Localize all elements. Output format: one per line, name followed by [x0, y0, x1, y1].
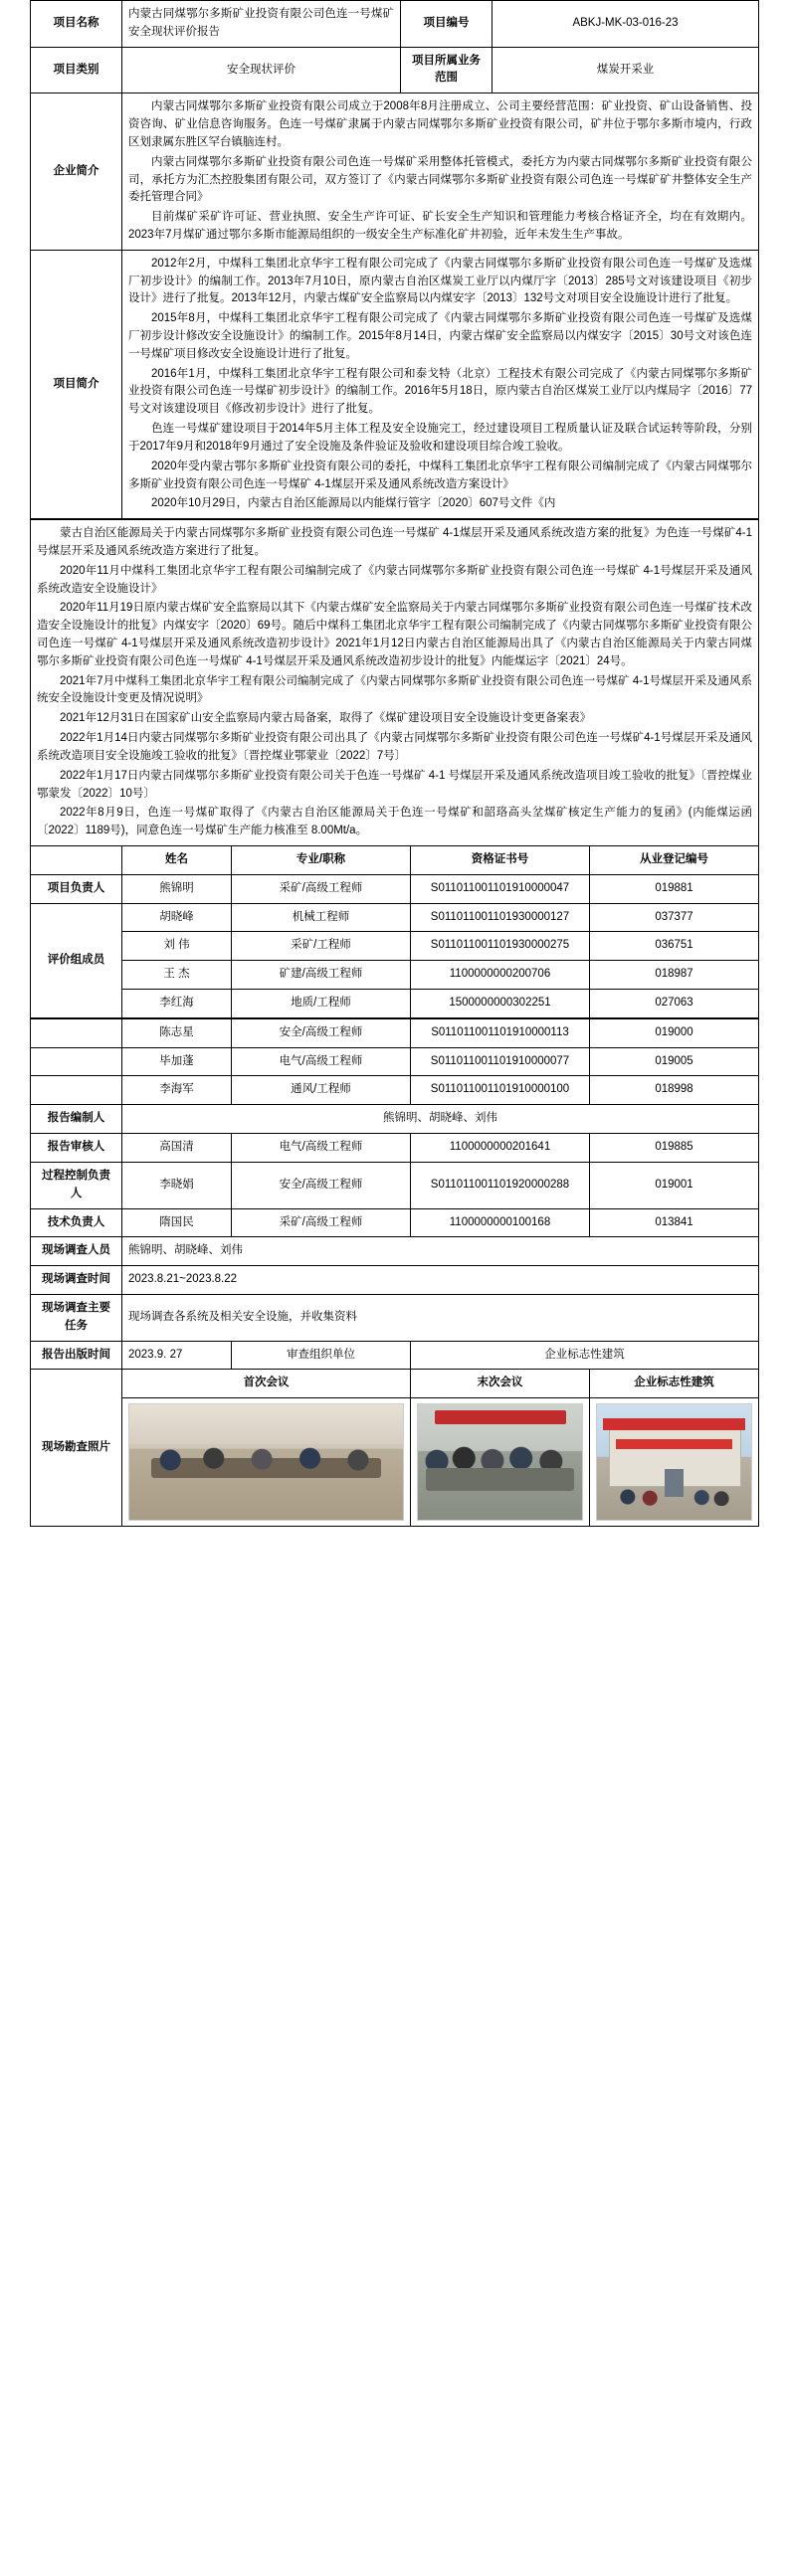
member-name: 李红海 [122, 990, 232, 1018]
photo-cell-final-meeting [411, 1398, 590, 1527]
member-major: 矿建/高级工程师 [232, 961, 411, 990]
survey-tasks-value: 现场调查各系统及相关安全设施，并收集资料 [122, 1294, 759, 1341]
header-registration: 从业登记编号 [590, 845, 759, 874]
row-value-project-category: 安全现状评价 [122, 47, 401, 93]
member-name: 高国清 [122, 1134, 232, 1163]
personnel-and-survey-table [30, 1018, 759, 1527]
paragraph: 2022年1月17日内蒙古同煤鄂尔多斯矿业投资有限公司关于色连一号煤矿 4-1 号煤层开采及通风系统改造项目竣工验收的批复》〔晋控煤业鄂蒙发〔2022〕10号〕 [37, 769, 752, 800]
paragraph: 2020年11月19日原内蒙古煤矿安全监察局以其下《内蒙古煤矿安全监察局关于内蒙古同煤鄂尔多斯矿业投资有限公司色连一号煤矿技术改造安全设施设计的批复》内煤安字〔2020〕69号。随后中煤科工集团北京华宇工程有限公司编制完成了《内蒙古同煤鄂尔多斯矿业投资有限公司色连一号煤矿 4-1号煤层开采及通风系统改造初步设计》2021年1月12日内蒙古自治区能源局出具了《内蒙古自治区能源局关于内蒙古同煤鄂尔多斯矿业投资有限公司色连一号煤矿 4-1号煤层开采及通风系统改造初步设计的批复》内能煤运字〔2021〕24号。 [37, 602, 752, 667]
member-name: 陈志星 [122, 1018, 232, 1047]
member-name: 王 杰 [122, 961, 232, 990]
paragraph: 2021年12月31日在国家矿山安全监察局内蒙古局备案，取得了《煤矿建设项目安全设施设计变更备案表》 [60, 712, 592, 725]
member-registration: 019881 [590, 874, 759, 903]
company-profile-text [122, 93, 759, 251]
table-row [31, 874, 759, 903]
paragraph: 色连一号煤矿建设项目于2014年5月主体工程及安全设施完工，经过建设项目工程质量认证及联合试运转等阶段，分别于2017年9月和2018年9月通过了安全设施及条件验证及验收和建设项目综合竣工验收。 [128, 423, 752, 453]
table-row-continued-text [31, 520, 759, 846]
table-row [31, 1237, 759, 1266]
paragraph: 2015年8月，中煤科工集团北京华宇工程有限公司完成了《内蒙古同煤鄂尔多斯矿业投资有限公司色连一号煤矿及选煤厂初步设计修改安全设施设计》的编制工作。2015年8月14日，内蒙古煤矿安全监察局以内煤安字〔2015〕30号文对该色连一号煤矿项目修改安全设施设计进行了批复。 [128, 312, 752, 360]
member-certificate: S011011001101910000047 [411, 874, 590, 903]
member-major: 电气/高级工程师 [232, 1134, 411, 1163]
row-label-blank [31, 1047, 122, 1076]
paragraph: 2021年7月中煤科工集团北京华宇工程有限公司编制完成了《内蒙古同煤鄂尔多斯矿业投资有限公司色连一号煤矿 4-1号煤层开采及通风系统安全设施设计变更及情况说明》 [37, 674, 752, 705]
paragraph: 目前煤矿采矿许可证、营业执照、安全生产许可证、矿长安全生产知识和管理能力考核合格证齐全，均在有效期内。2023年7月煤矿通过鄂尔多斯市能源局组织的一级安全生产标准化矿井初验，近年未发生生产事故。 [128, 211, 752, 241]
member-certificate: 1100000000200706 [411, 961, 590, 990]
review-org-value: 企业标志性建筑 [411, 1341, 759, 1370]
member-registration: 019005 [590, 1047, 759, 1076]
row-label-project-category: 项目类别 [31, 47, 122, 93]
paragraph: 2020年11月中煤科工集团北京华宇工程有限公司编制完成了《内蒙古同煤鄂尔多斯矿业投资有限公司色连一号煤矿 4-1号煤层开采及通风系统改造安全设施设计》 [37, 564, 752, 595]
photo-caption-landmark: 企业标志性建筑 [590, 1370, 759, 1398]
table-row [31, 1294, 759, 1341]
table-row [31, 1, 759, 48]
row-label-technical-lead: 技术负责人 [31, 1208, 122, 1237]
row-label-site-photos: 现场勘查照片 [31, 1370, 122, 1527]
table-row [31, 1266, 759, 1295]
paragraph: 2016年1月，中煤科工集团北京华宇工程有限公司和泰戈特（北京）工程技术有限公司完成了《内蒙古同煤鄂尔多斯矿业投资有限公司色连一号煤矿初步设计》的编制工作。2016年5月18日，原内蒙古自治区煤炭工业厅以内煤局字〔2016〕77号文对该建设项目《修改初步设计》进行了批复。 [128, 367, 752, 416]
photo-company-landmark [596, 1403, 752, 1521]
project-info-table [30, 0, 759, 519]
member-certificate: S011011001101910000100 [411, 1076, 590, 1105]
row-label-project-summary: 项目简介 [31, 250, 122, 518]
table-row [31, 990, 759, 1018]
paragraph: 内蒙古同煤鄂尔多斯矿业投资有限公司成立于2008年8月注册成立、公司主要经营范围：矿业投资、矿山设备销售、投资咨询、矿业信息咨询服务。色连一号煤矿隶属于内蒙古同煤鄂尔多斯矿业投资有限公司，矿井位于鄂尔多斯市境内，行政区划隶属东胜区罕台镇脑连村。 [128, 100, 752, 148]
member-certificate: S011011001101930000275 [411, 932, 590, 961]
project-summary-continued-table [30, 519, 759, 1018]
table-row [31, 961, 759, 990]
table-row-company-profile [31, 93, 759, 251]
row-label-review-org: 审查组织单位 [232, 1341, 411, 1370]
photo-header-row [31, 1370, 759, 1398]
table-row [31, 1341, 759, 1370]
member-major: 安全/高级工程师 [232, 1018, 411, 1047]
paragraph: 2022年1月14日内蒙古同煤鄂尔多斯矿业投资有限公司出具了《内蒙古同煤鄂尔多斯矿业投资有限公司色连一号煤矿4-1号煤层开采及通风系统改造项目安全设施竣工验收的批复》〔晋控煤业鄂蒙业〔2022〕7号〕 [37, 732, 752, 762]
member-major: 通风/工程师 [232, 1076, 411, 1105]
photo-caption-final-meeting: 末次会议 [411, 1370, 590, 1398]
photo-cell-landmark [590, 1398, 759, 1527]
member-major: 采矿/工程师 [232, 932, 411, 961]
member-certificate: S011011001101930000127 [411, 903, 590, 932]
photo-first-meeting [128, 1403, 404, 1521]
table-row [31, 932, 759, 961]
member-registration: 019000 [590, 1018, 759, 1047]
row-value-project-name: 内蒙古同煤鄂尔多斯矿业投资有限公司色连一号煤矿安全现状评价报告 [122, 1, 401, 48]
member-certificate: 1500000000302251 [411, 990, 590, 1018]
row-label-evaluation-members: 评价组成员 [31, 903, 122, 1017]
table-row [31, 1018, 759, 1047]
member-major: 电气/高级工程师 [232, 1047, 411, 1076]
member-certificate: S011011001101910000113 [411, 1018, 590, 1047]
member-name: 胡晓峰 [122, 903, 232, 932]
survey-time-value: 2023.8.21~2023.8.22 [122, 1266, 759, 1295]
member-major: 安全/高级工程师 [232, 1162, 411, 1208]
member-major: 地质/工程师 [232, 990, 411, 1018]
report-author-value: 熊锦明、胡晓峰、刘伟 [122, 1105, 759, 1134]
table-row [31, 1105, 759, 1134]
table-row [31, 903, 759, 932]
member-major: 机械工程师 [232, 903, 411, 932]
row-value-business-scope: 煤炭开采业 [493, 47, 759, 93]
member-major: 采矿/高级工程师 [232, 1208, 411, 1237]
row-label-business-scope: 项目所属业务范围 [401, 47, 493, 93]
table-row [31, 1162, 759, 1208]
header-blank [31, 845, 122, 874]
row-value-project-code: ABKJ-MK-03-016-23 [493, 1, 759, 48]
paragraph: 内蒙古同煤鄂尔多斯矿业投资有限公司色连一号煤矿采用整体托管模式，委托方为内蒙古同煤鄂尔多斯矿业投资有限公司，承托方为汇杰控股集团有限公司，双方签订了《内蒙古同煤鄂尔多斯矿业投资有限公司色连一号煤矿矿井整体安全生产委托管理合同》 [128, 155, 752, 204]
photo-cell-first-meeting [122, 1398, 411, 1527]
row-label-company-profile: 企业简介 [31, 93, 122, 251]
survey-personnel-value: 熊锦明、胡晓峰、刘伟 [122, 1237, 759, 1266]
paragraph: 2020年受内蒙古鄂尔多斯矿业投资有限公司的委托，中煤科工集团北京华宇工程有限公司编制完成了《内蒙古同煤鄂尔多斯矿业投资有限公司色连一号煤矿 4-1煤层开采及通风系统改造方案设计》 [128, 460, 752, 490]
member-certificate: S011011001101920000288 [411, 1162, 590, 1208]
member-name: 毕加蓬 [122, 1047, 232, 1076]
member-certificate: S011011001101910000077 [411, 1047, 590, 1076]
row-label-publish-time: 报告出版时间 [31, 1341, 122, 1370]
member-name: 隋国民 [122, 1208, 232, 1237]
continued-text [31, 520, 759, 846]
paragraph: 2022年8月9日，色连一号煤矿取得了《内蒙古自治区能源局关于色连一号煤矿和韶珞高头坌煤矿核定生产能力的复函》(内能煤运函〔2022〕1189号)，同意色连一号煤矿生产能力核准至 8.00Mt/a。 [37, 807, 752, 837]
publish-time-value: 2023.9. 27 [122, 1341, 232, 1370]
member-name: 熊锦明 [122, 874, 232, 903]
table-row [31, 47, 759, 93]
header-name: 姓名 [122, 845, 232, 874]
row-label-project-code: 项目编号 [401, 1, 493, 48]
row-label-report-reviewer: 报告审核人 [31, 1134, 122, 1163]
paragraph: 2020年10月29日，内蒙古自治区能源局以内能煤行管字〔2020〕607号文件《内 [151, 497, 556, 510]
paragraph: 2012年2月，中煤科工集团北京华宇工程有限公司完成了《内蒙古同煤鄂尔多斯矿业投资有限公司色连一号煤矿及选煤厂初步设计》的编制工作。2013年7月10日，原内蒙古自治区煤炭工业厅以内煤厅字〔2013〕285号文对该建设项目《初步设计》进行了批复。2013年12月，内蒙古煤矿安全监察局以内煤安字〔2013〕132号文对项目安全设施设计进行了批复。 [128, 257, 752, 305]
photo-caption-first-meeting: 首次会议 [122, 1370, 411, 1398]
member-registration: 037377 [590, 903, 759, 932]
row-label-report-author: 报告编制人 [31, 1105, 122, 1134]
table-header-row [31, 845, 759, 874]
row-label-project-name: 项目名称 [31, 1, 122, 48]
member-name: 刘 伟 [122, 932, 232, 961]
member-registration: 018987 [590, 961, 759, 990]
member-major: 采矿/高级工程师 [232, 874, 411, 903]
photo-row [31, 1398, 759, 1527]
table-row-project-summary [31, 250, 759, 518]
row-label-project-leader: 项目负责人 [31, 874, 122, 903]
header-certificate: 资格证书号 [411, 845, 590, 874]
row-label-process-control: 过程控制负责人 [31, 1162, 122, 1208]
member-certificate: 1100000000100168 [411, 1208, 590, 1237]
table-row [31, 1047, 759, 1076]
member-name: 李晓娟 [122, 1162, 232, 1208]
header-major: 专业/职称 [232, 845, 411, 874]
member-registration: 019001 [590, 1162, 759, 1208]
member-registration: 036751 [590, 932, 759, 961]
row-label-blank [31, 1018, 122, 1047]
paragraph: 蒙古自治区能源局关于内蒙古同煤鄂尔多斯矿业投资有限公司色连一号煤矿 4-1煤层开采及通风系统改造方案的批复》为色连一号煤矿4-1号煤层开采及通风系统改造方案进行了批复。 [37, 527, 752, 557]
table-row [31, 1076, 759, 1105]
member-registration: 019885 [590, 1134, 759, 1163]
member-name: 李海军 [122, 1076, 232, 1105]
table-row [31, 1134, 759, 1163]
row-label-blank [31, 1076, 122, 1105]
member-registration: 018998 [590, 1076, 759, 1105]
row-label-survey-time: 现场调查时间 [31, 1266, 122, 1295]
row-label-survey-personnel: 现场调查人员 [31, 1237, 122, 1266]
table-row [31, 1208, 759, 1237]
member-registration: 013841 [590, 1208, 759, 1237]
photo-final-meeting [417, 1403, 583, 1521]
row-label-survey-tasks: 现场调查主要任务 [31, 1294, 122, 1341]
project-summary-text [122, 250, 759, 518]
member-registration: 027063 [590, 990, 759, 1018]
member-certificate: 1100000000201641 [411, 1134, 590, 1163]
